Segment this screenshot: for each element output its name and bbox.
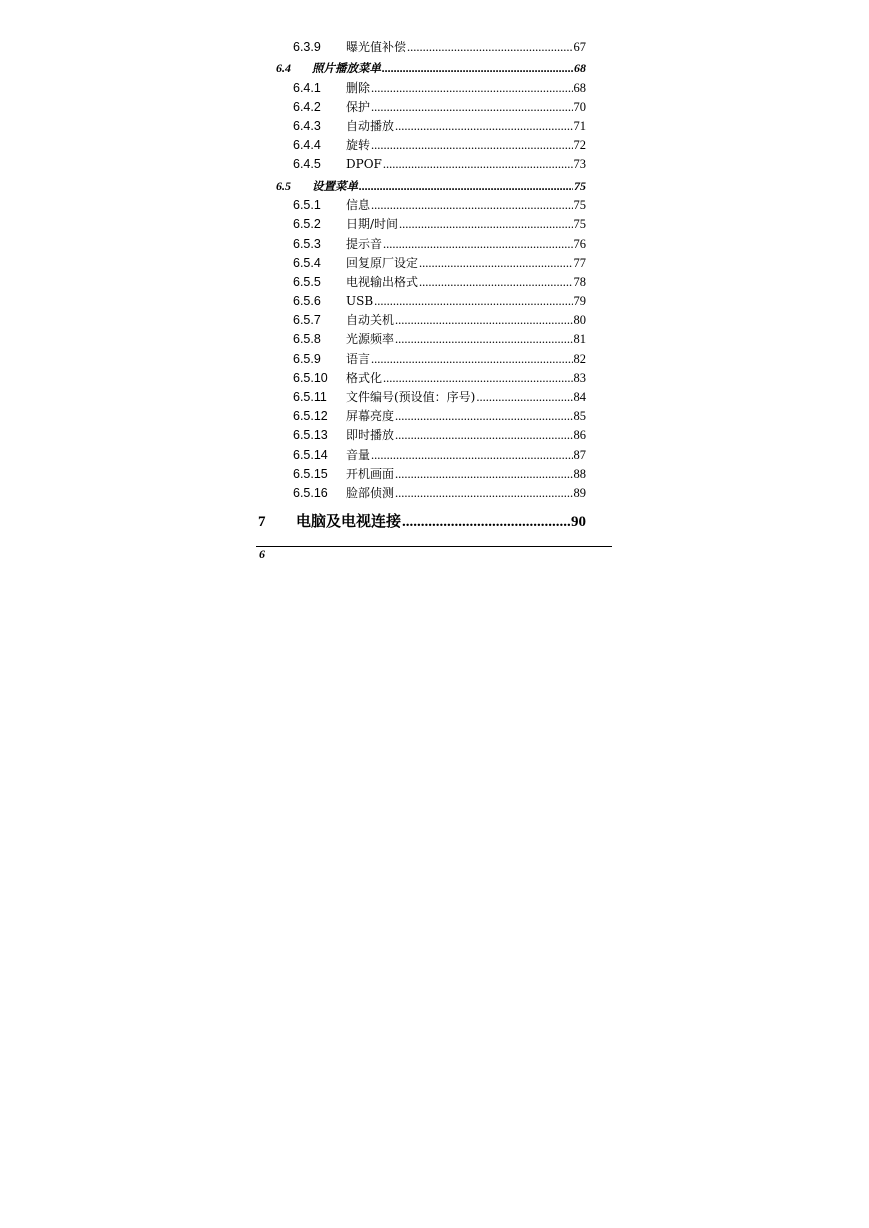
toc-subsection-entry[interactable] bbox=[256, 407, 612, 426]
toc-entry-number: 6.5.5 bbox=[293, 274, 321, 289]
toc-dot-leader bbox=[383, 235, 572, 254]
toc-entry-number: 6.5.10 bbox=[293, 370, 328, 385]
toc-dot-leader bbox=[395, 117, 572, 136]
toc-subsection-entry[interactable] bbox=[256, 426, 612, 445]
toc-entry-page: 76 bbox=[573, 236, 586, 251]
toc-dot-leader bbox=[407, 38, 572, 57]
toc-entry-title: USB bbox=[346, 294, 374, 309]
toc-entry-title: 即时播放 bbox=[346, 428, 395, 443]
toc-entry-title: 删除 bbox=[346, 80, 371, 95]
toc-subsection-entry[interactable] bbox=[256, 273, 612, 292]
toc-subsection-entry[interactable] bbox=[256, 484, 612, 503]
toc-entry-title: 曝光值补偿 bbox=[346, 40, 407, 54]
toc-entry-page: 77 bbox=[573, 255, 586, 270]
toc-subsection-entry[interactable] bbox=[256, 235, 612, 254]
toc-entry-number: 6.5.14 bbox=[293, 447, 328, 462]
toc-dot-leader bbox=[395, 311, 572, 330]
toc-entry-page: 90 bbox=[571, 514, 586, 531]
toc-dot-leader bbox=[374, 292, 572, 311]
toc-entry-title: 提示音 bbox=[346, 236, 383, 251]
toc-entry-title: 自动播放 bbox=[346, 119, 395, 134]
toc-subsection-entry[interactable] bbox=[256, 196, 612, 215]
toc-section-entry[interactable] bbox=[256, 58, 612, 79]
toc-entry-page: 75 bbox=[574, 178, 586, 193]
toc-dot-leader bbox=[419, 273, 572, 292]
toc-subsection-entry[interactable] bbox=[256, 117, 612, 136]
toc-entry-title: 照片播放菜单 bbox=[312, 61, 381, 76]
toc-dot-leader bbox=[371, 98, 572, 117]
toc-entry-title: 电脑及电视连接 bbox=[296, 512, 402, 531]
toc-entry-title: 脸部侦测 bbox=[346, 485, 395, 500]
toc-dot-leader bbox=[359, 176, 573, 197]
toc-dot-leader bbox=[395, 407, 572, 426]
toc-entry-number: 6.4.1 bbox=[293, 80, 321, 95]
toc-entry-page: 78 bbox=[573, 274, 586, 289]
toc-entry-number: 6.5.2 bbox=[293, 217, 321, 232]
footer-page-number: 6 bbox=[259, 547, 265, 561]
toc-entry-page: 67 bbox=[573, 40, 586, 54]
toc-subsection-entry[interactable] bbox=[256, 79, 612, 98]
toc-entry-title: 日期/时间 bbox=[346, 217, 399, 232]
toc-entry-number: 6.4.3 bbox=[293, 119, 321, 134]
toc-entry-title: 屏幕亮度 bbox=[346, 409, 395, 424]
toc-entry-page: 72 bbox=[573, 138, 586, 153]
toc-entry-number: 6.3.9 bbox=[293, 40, 321, 54]
toc-entry-page: 81 bbox=[573, 332, 586, 347]
toc-dot-leader bbox=[395, 330, 572, 349]
toc-entry-number: 6.5.9 bbox=[293, 351, 321, 366]
toc-entry-number: 6.4.4 bbox=[293, 138, 321, 153]
toc-subsection-entry[interactable] bbox=[256, 38, 612, 57]
toc-entry-number: 6.5.3 bbox=[293, 236, 321, 251]
toc-entry-page: 70 bbox=[573, 99, 586, 114]
toc-entry-title: 开机画面 bbox=[346, 466, 395, 481]
toc-entry-title: 信息 bbox=[346, 198, 371, 213]
toc-entry-number: 6.5.4 bbox=[293, 255, 321, 270]
toc-entry-page: 87 bbox=[573, 447, 586, 462]
toc-entry-title: 语言 bbox=[346, 351, 371, 366]
toc-dot-leader bbox=[371, 196, 572, 215]
toc-dot-leader bbox=[383, 155, 573, 174]
toc-entry-title: 回复原厂设定 bbox=[346, 255, 419, 270]
toc-entry-page: 68 bbox=[574, 61, 586, 76]
toc-chapter-entry[interactable] bbox=[256, 508, 612, 534]
toc-entry-number: 6.5.12 bbox=[293, 409, 328, 424]
toc-entry-number: 6.5.1 bbox=[293, 198, 321, 213]
toc-entry-number: 7 bbox=[258, 514, 266, 531]
toc-dot-leader bbox=[371, 79, 572, 98]
toc-dot-leader bbox=[419, 254, 572, 273]
toc-entry-page: 82 bbox=[573, 351, 586, 366]
toc-entry-title: 格式化 bbox=[346, 370, 383, 385]
toc-section-entry[interactable] bbox=[256, 176, 612, 197]
toc-entry-page: 88 bbox=[573, 466, 586, 481]
toc-dot-leader bbox=[402, 509, 570, 535]
toc-entry-page: 68 bbox=[573, 80, 586, 95]
toc-entry-page: 79 bbox=[573, 294, 586, 309]
toc-dot-leader bbox=[395, 484, 572, 503]
toc-entry-number: 6.5.11 bbox=[293, 390, 327, 404]
toc-entry-page: 83 bbox=[573, 370, 586, 385]
table-of-contents bbox=[256, 38, 612, 534]
toc-entry-title: DPOF bbox=[346, 157, 382, 172]
toc-dot-leader bbox=[395, 465, 572, 484]
toc-subsection-entry[interactable] bbox=[256, 369, 612, 388]
toc-entry-number: 6.5.13 bbox=[293, 428, 328, 443]
toc-entry-title: 保护 bbox=[346, 99, 371, 114]
toc-entry-number: 6.5.7 bbox=[293, 313, 321, 328]
toc-entry-number: 6.4.5 bbox=[293, 157, 321, 172]
toc-subsection-entry[interactable] bbox=[256, 136, 612, 155]
toc-entry-page: 71 bbox=[573, 119, 586, 134]
toc-dot-leader bbox=[382, 58, 573, 79]
toc-entry-page: 73 bbox=[573, 157, 586, 172]
toc-subsection-entry[interactable] bbox=[256, 311, 612, 330]
toc-entry-number: 6.4.2 bbox=[293, 99, 321, 114]
toc-entry-number: 6.5.15 bbox=[293, 466, 328, 481]
toc-entry-page: 75 bbox=[573, 217, 586, 232]
toc-subsection-entry[interactable] bbox=[256, 292, 612, 311]
toc-entry-title: 光源频率 bbox=[346, 332, 395, 347]
toc-subsection-entry[interactable] bbox=[256, 155, 612, 174]
footer-divider bbox=[256, 546, 612, 547]
toc-subsection-entry[interactable] bbox=[256, 446, 612, 465]
toc-entry-title: 自动关机 bbox=[346, 313, 395, 328]
toc-subsection-entry[interactable] bbox=[256, 98, 612, 117]
toc-dot-leader bbox=[476, 388, 572, 407]
toc-dot-leader bbox=[371, 350, 572, 369]
toc-entry-number: 6.5 bbox=[276, 178, 291, 193]
toc-dot-leader bbox=[371, 136, 572, 155]
toc-entry-title: 设置菜单 bbox=[312, 178, 358, 193]
toc-subsection-entry[interactable] bbox=[256, 330, 612, 349]
toc-entry-title: 电视输出格式 bbox=[346, 274, 419, 289]
toc-subsection-entry[interactable] bbox=[256, 388, 612, 407]
toc-dot-leader bbox=[399, 215, 572, 234]
toc-entry-title: 文件编号(预设值：序号) bbox=[346, 390, 476, 404]
toc-entry-number: 6.4 bbox=[276, 61, 291, 76]
toc-subsection-entry[interactable] bbox=[256, 254, 612, 273]
toc-dot-leader bbox=[395, 426, 572, 445]
toc-entry-number: 6.5.8 bbox=[293, 332, 321, 347]
toc-entry-title: 旋转 bbox=[346, 138, 371, 153]
toc-entry-page: 89 bbox=[573, 485, 586, 500]
toc-entry-page: 80 bbox=[573, 313, 586, 328]
toc-dot-leader bbox=[371, 446, 572, 465]
toc-subsection-entry[interactable] bbox=[256, 465, 612, 484]
toc-subsection-entry[interactable] bbox=[256, 215, 612, 234]
toc-entry-page: 75 bbox=[573, 198, 586, 213]
toc-entry-page: 85 bbox=[573, 409, 586, 424]
toc-entry-page: 86 bbox=[573, 428, 586, 443]
toc-subsection-entry[interactable] bbox=[256, 350, 612, 369]
toc-entry-page: 84 bbox=[573, 390, 586, 404]
toc-entry-number: 6.5.6 bbox=[293, 294, 321, 309]
toc-entry-number: 6.5.16 bbox=[293, 485, 328, 500]
toc-dot-leader bbox=[383, 369, 572, 388]
toc-entry-title: 音量 bbox=[346, 447, 371, 462]
